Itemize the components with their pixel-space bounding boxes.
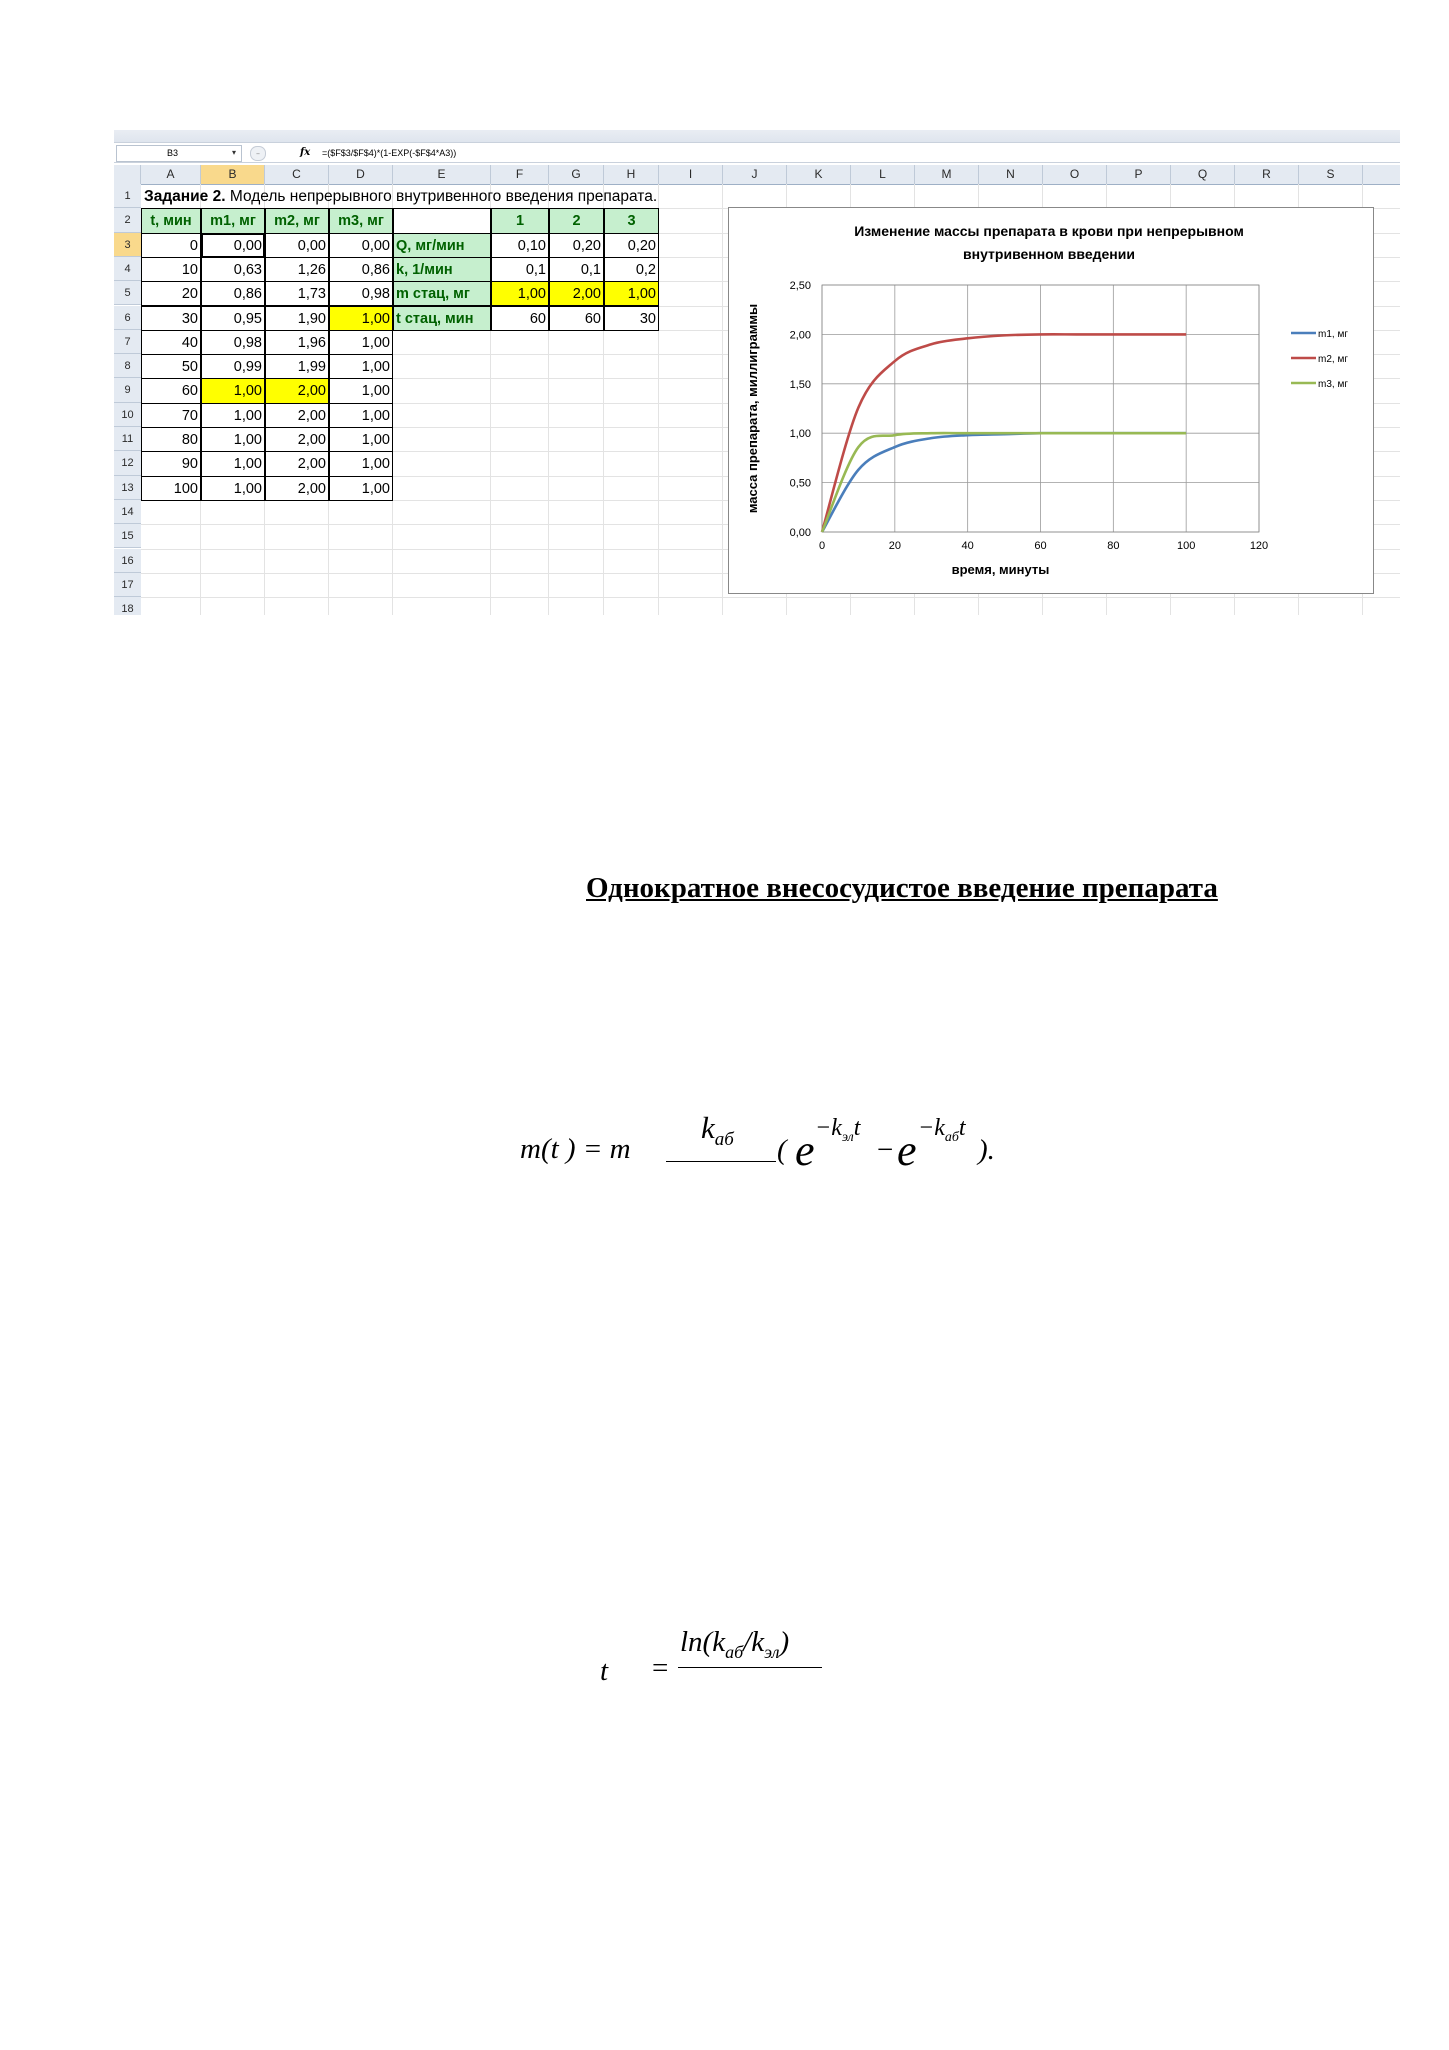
column-header-d[interactable]: D [329, 165, 393, 184]
sheet-title-bold: Задание 2. [144, 188, 226, 205]
param-value-cell[interactable]: 0,2 [604, 257, 659, 282]
x-axis-label: время, минуты [951, 562, 1050, 577]
table-cell[interactable]: 2,00 [265, 403, 329, 428]
param-header-cell[interactable]: 3 [604, 208, 659, 233]
table-header-cell[interactable]: m2, мг [265, 208, 329, 233]
table-cell[interactable]: 0,00 [265, 233, 329, 258]
formula-cancel-icon[interactable]: – [250, 146, 266, 161]
y-tick-label: 2,50 [789, 280, 811, 292]
table-cell[interactable]: 0,86 [201, 281, 265, 306]
fx-icon[interactable]: fx [300, 147, 311, 158]
ribbon-strip [114, 130, 1400, 143]
table-cell[interactable]: 1,00 [201, 476, 265, 501]
x-tick-label: 100 [1176, 540, 1196, 552]
table-cell[interactable]: 1,00 [201, 427, 265, 452]
column-header-s[interactable]: S [1299, 165, 1363, 184]
eq1-minus: − [875, 1134, 895, 1166]
eq2-num-pre: ln(k [680, 1626, 726, 1658]
y-tick-label: 1,00 [789, 428, 811, 441]
param-value-cell[interactable]: 0,10 [491, 233, 549, 258]
table-cell[interactable]: 1,96 [265, 330, 329, 355]
param-label-cell[interactable]: k, 1/мин [393, 257, 491, 282]
param-header-cell[interactable]: 1 [491, 208, 549, 233]
eq1-exp2-k: −k [918, 1115, 945, 1141]
select-all-corner[interactable] [114, 165, 141, 184]
param-value-cell[interactable]: 1,00 [604, 281, 659, 306]
table-cell[interactable]: 0,86 [329, 257, 393, 282]
x-tick-label: 120 [1249, 540, 1269, 552]
table-header-cell[interactable]: t, мин [141, 208, 201, 233]
column-header-r[interactable]: R [1235, 165, 1299, 184]
eq1-exp1-k: −k [815, 1115, 842, 1141]
row-header-14[interactable]: 14 [114, 500, 141, 524]
eq1-exp2-sub: аб [944, 1129, 959, 1145]
row-header-9[interactable]: 9 [114, 378, 141, 402]
eq1-fraction-line [666, 1161, 776, 1162]
param-value-cell[interactable]: 60 [491, 306, 549, 331]
chart-svg [729, 208, 1373, 593]
column-headers [114, 165, 1400, 185]
x-tick-label: 20 [888, 540, 901, 552]
row-header-16[interactable]: 16 [114, 549, 141, 573]
table-cell[interactable]: 1,90 [265, 306, 329, 331]
eq1-numerator [701, 1110, 734, 1151]
column-header-q[interactable]: Q [1171, 165, 1235, 184]
sheet-title [144, 185, 657, 209]
row-header-7[interactable]: 7 [114, 330, 141, 354]
param-value-cell[interactable]: 60 [549, 306, 604, 331]
table-cell[interactable]: 1,00 [201, 403, 265, 428]
param-value-cell[interactable]: 0,1 [549, 257, 604, 282]
param-value-cell[interactable]: 0,20 [604, 233, 659, 258]
column-header-i[interactable]: I [659, 165, 723, 184]
row-header-13[interactable]: 13 [114, 476, 141, 500]
eq1-num-k: k [701, 1110, 715, 1145]
row-header-6[interactable]: 6 [114, 306, 141, 330]
table-cell[interactable]: 0,95 [201, 306, 265, 331]
column-header-o[interactable]: O [1043, 165, 1107, 184]
table-cell[interactable]: 30 [141, 306, 201, 331]
y-tick-label: 0,50 [789, 477, 811, 490]
table-cell[interactable]: 1,00 [329, 403, 393, 428]
column-header-m[interactable]: M [915, 165, 979, 184]
table-cell[interactable]: 2,00 [265, 378, 329, 403]
eq2-num-post: ) [779, 1626, 790, 1658]
column-header-n[interactable]: N [979, 165, 1043, 184]
param-value-cell[interactable]: 2,00 [549, 281, 604, 306]
eq2-fraction-line [678, 1667, 822, 1668]
x-tick-label: 80 [1107, 540, 1120, 552]
table-cell[interactable]: 1,00 [201, 451, 265, 476]
eq1-paren-open: ( [777, 1134, 787, 1166]
table-cell[interactable]: 80 [141, 427, 201, 452]
column-header-e[interactable]: E [393, 165, 491, 184]
eq1-num-sub: аб [714, 1129, 734, 1151]
legend-label-3: m3, мг [1318, 379, 1348, 390]
gridline-h [141, 597, 1400, 598]
eq1-paren-close: ). [978, 1134, 995, 1166]
param-value-cell[interactable]: 1,00 [491, 281, 549, 306]
eq1-exp1-sub: эл [841, 1129, 854, 1145]
param-value-cell[interactable]: 0,20 [549, 233, 604, 258]
column-header-f[interactable]: F [491, 165, 549, 184]
row-header-11[interactable]: 11 [114, 427, 141, 451]
gridline-v [722, 184, 723, 615]
eq1-exp1-t: t [853, 1115, 861, 1141]
table-cell[interactable]: 0,63 [201, 257, 265, 282]
row-header-1[interactable]: 1 [114, 184, 141, 208]
y-tick-label: 0,00 [789, 527, 811, 539]
row-header-4[interactable]: 4 [114, 257, 141, 281]
table-cell[interactable]: 1,00 [329, 378, 393, 403]
column-header-c[interactable]: C [265, 165, 329, 184]
x-tick-label: 0 [818, 540, 826, 552]
table-cell[interactable]: 1,00 [329, 330, 393, 355]
excel-screenshot [114, 130, 1400, 615]
legend-label-1: m1, мг [1318, 329, 1348, 340]
param-header-cell[interactable]: 2 [549, 208, 604, 233]
legend-label-2: m2, мг [1318, 354, 1348, 365]
table-cell[interactable]: 1,00 [329, 427, 393, 452]
table-cell[interactable]: 2,00 [265, 427, 329, 452]
column-header-j[interactable]: J [723, 165, 787, 184]
row-header-12[interactable]: 12 [114, 451, 141, 475]
table-header-cell[interactable]: m1, мг [201, 208, 265, 233]
row-header-17[interactable]: 17 [114, 573, 141, 597]
param-value-cell[interactable]: 0,1 [491, 257, 549, 282]
table-cell[interactable]: 100 [141, 476, 201, 501]
column-header-g[interactable]: G [549, 165, 604, 184]
table-cell[interactable]: 50 [141, 354, 201, 379]
table-cell[interactable]: 0,98 [201, 330, 265, 355]
eq1-e1: e [795, 1126, 815, 1175]
table-cell[interactable]: 90 [141, 451, 201, 476]
table-cell[interactable]: 0,00 [329, 233, 393, 258]
eq1-e2: e [897, 1126, 917, 1175]
table-cell[interactable]: 2,00 [265, 451, 329, 476]
column-header-l[interactable]: L [851, 165, 915, 184]
section-title: Однократное внесосудистое введение препарата [586, 872, 1218, 904]
active-cell-b3[interactable]: 0,00 [201, 233, 265, 258]
eq1-lhs: m(t ) = m [520, 1133, 631, 1165]
table-cell[interactable]: 1,00 [201, 378, 265, 403]
table-cell[interactable]: 60 [141, 378, 201, 403]
column-header-k[interactable]: K [787, 165, 851, 184]
row-header-15[interactable]: 15 [114, 524, 141, 548]
y-tick-label: 2,00 [789, 329, 811, 342]
table-cell[interactable]: 20 [141, 281, 201, 306]
chart-title-line2: внутривенном введении [963, 246, 1135, 262]
table-cell[interactable]: 1,00 [329, 306, 393, 331]
table-cell[interactable]: 1,00 [329, 354, 393, 379]
param-label-cell[interactable]: m стац, мг [393, 281, 491, 306]
row-header-8[interactable]: 8 [114, 354, 141, 378]
row-header-5[interactable]: 5 [114, 281, 141, 305]
y-axis-label: масса препарата, миллиграммы [745, 303, 760, 514]
table-cell[interactable]: 0,99 [201, 354, 265, 379]
column-header-h[interactable]: H [604, 165, 659, 184]
table-cell[interactable]: 2,00 [265, 476, 329, 501]
column-header-p[interactable]: P [1107, 165, 1171, 184]
sheet-title-rest: Модель непрерывного внутривенного введения препарата. [225, 188, 658, 205]
x-tick-label: 60 [1034, 540, 1047, 552]
table-cell[interactable]: 0 [141, 233, 201, 258]
row-header-2[interactable]: 2 [114, 208, 141, 232]
param-header-empty[interactable] [393, 208, 491, 233]
eq1-exp1 [815, 1115, 860, 1146]
param-value-cell[interactable]: 30 [604, 306, 659, 331]
eq2-numerator [680, 1626, 789, 1663]
eq2-num-sub1: аб [725, 1641, 744, 1662]
row-header-10[interactable]: 10 [114, 403, 141, 427]
eq2-lhs: t [600, 1655, 609, 1687]
table-header-cell[interactable]: m3, мг [329, 208, 393, 233]
column-header-b[interactable]: B [201, 165, 265, 184]
formula-bar [114, 144, 1400, 163]
name-box[interactable]: B3 [116, 145, 242, 162]
formula-input[interactable]: =($F$3/$F$4)*(1-EXP(-$F$4*A3)) [322, 148, 457, 158]
table-cell[interactable]: 1,73 [265, 281, 329, 306]
table-cell[interactable]: 40 [141, 330, 201, 355]
eq1-exp2 [918, 1115, 966, 1146]
y-tick-label: 1,50 [789, 378, 811, 391]
eq2-num-mid: /k [743, 1626, 765, 1658]
eq1-exp2-t: t [958, 1115, 966, 1141]
table-cell[interactable]: 1,00 [329, 451, 393, 476]
table-cell[interactable]: 1,26 [265, 257, 329, 282]
x-tick-label: 40 [961, 540, 974, 552]
table-cell[interactable]: 70 [141, 403, 201, 428]
param-label-cell[interactable]: Q, мг/мин [393, 233, 491, 258]
chart[interactable] [728, 207, 1374, 594]
chart-title-line1: Изменение массы препарата в крови при непрерывном [854, 223, 1244, 239]
table-cell[interactable]: 10 [141, 257, 201, 282]
chevron-down-icon[interactable]: ▾ [232, 148, 237, 157]
table-cell[interactable]: 1,00 [329, 476, 393, 501]
column-header-a[interactable]: A [141, 165, 201, 184]
param-label-cell[interactable]: t стац, мин [393, 306, 491, 331]
row-header-18[interactable]: 18 [114, 597, 141, 615]
table-cell[interactable]: 1,99 [265, 354, 329, 379]
table-cell[interactable]: 0,98 [329, 281, 393, 306]
eq2-equals: = [652, 1652, 669, 1684]
row-header-3[interactable]: 3 [114, 233, 141, 257]
eq2-num-sub2: эл [764, 1641, 780, 1662]
